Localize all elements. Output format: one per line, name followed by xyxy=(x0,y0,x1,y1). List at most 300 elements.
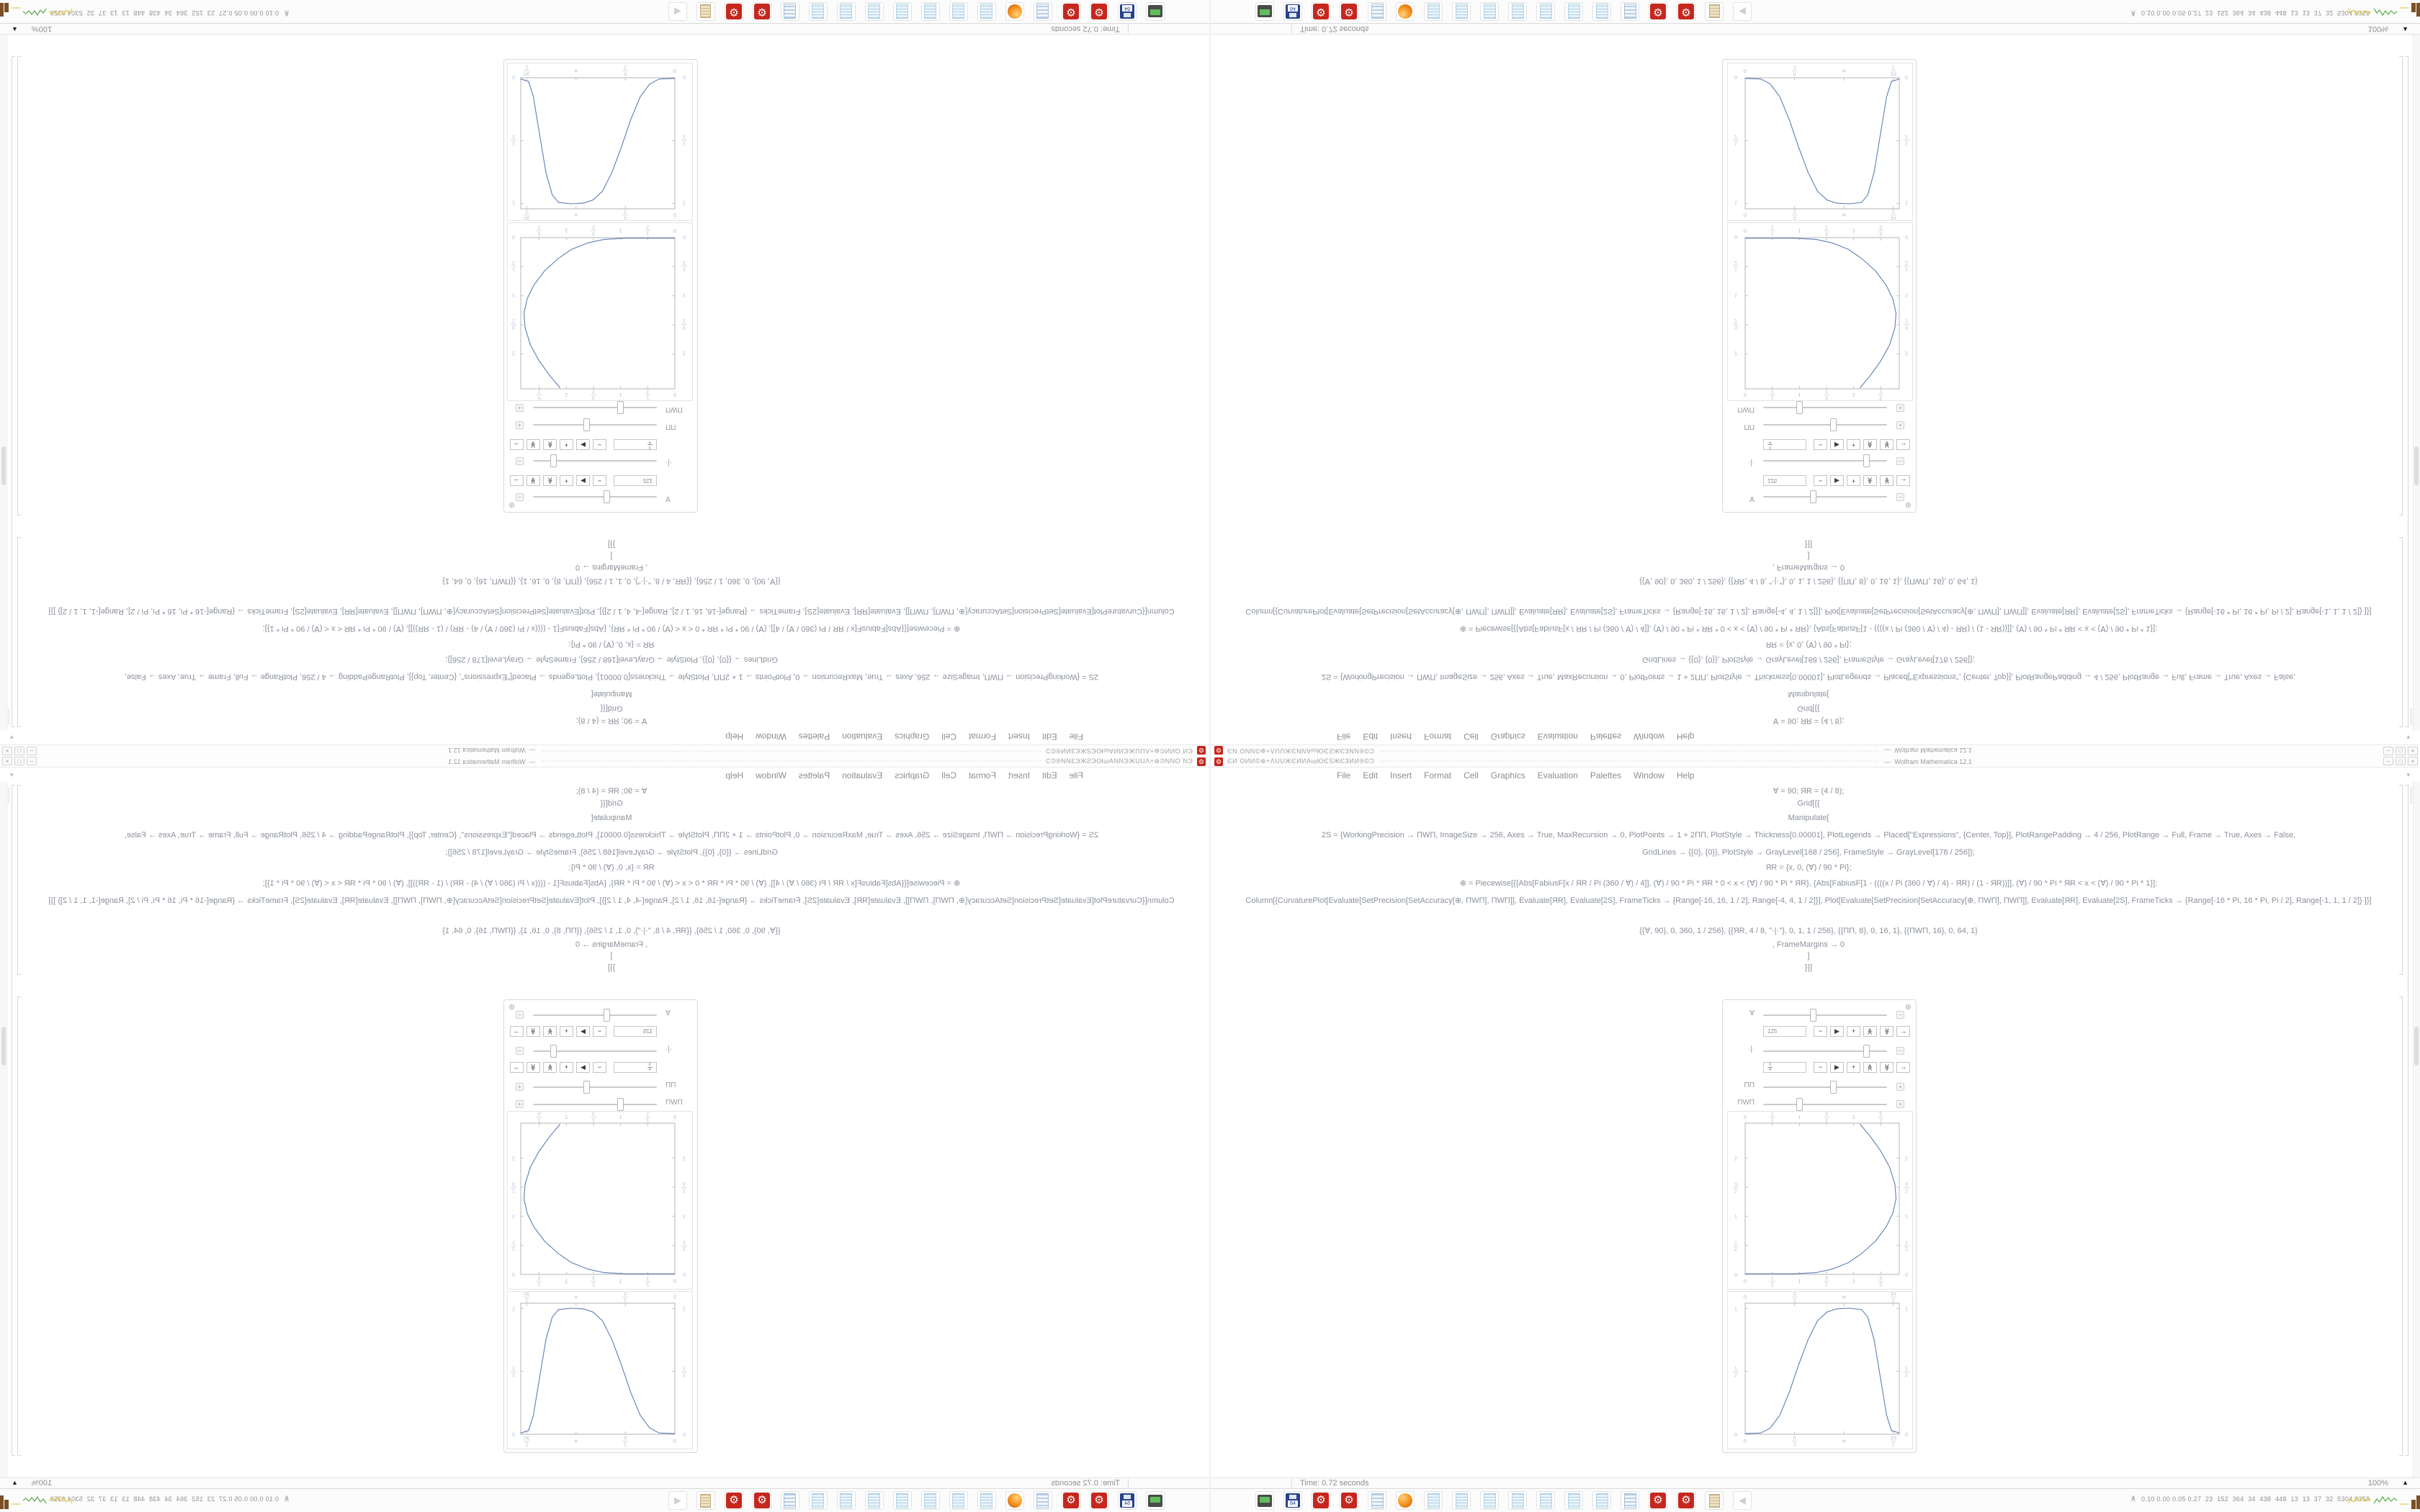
doc-icon[interactable] xyxy=(1592,2,1611,21)
monitor-icon[interactable] xyxy=(1255,1491,1274,1510)
gear-icon[interactable]: ⚙ xyxy=(1312,1491,1330,1510)
gear-icon[interactable]: ⚙ xyxy=(1090,1491,1108,1510)
code-line-2[interactable]: Grid[{{ xyxy=(600,799,623,808)
code-line-9[interactable]: {{Ɐ, 90}, 0, 360, 1 / 256}, {{ЯR, 4 / 8, "·|·"}, 0, 1, 1 / 256}, {{ΠΠ, 8}, 0, 16, 1}, {{ΠWΠ, 16}, 0, 64, 1} xyxy=(442,577,781,585)
expand-controls-button[interactable]: + xyxy=(516,1100,524,1108)
expand-controls-button[interactable]: + xyxy=(516,421,524,429)
menu-item-palettes[interactable]: Palettes xyxy=(798,732,830,742)
stepper-button[interactable]: ≫ xyxy=(526,1026,540,1037)
doc-icon[interactable] xyxy=(1564,1491,1583,1510)
gear-icon[interactable]: ⚙ xyxy=(753,1491,771,1510)
code-line-7[interactable]: ⊕ = Piecewise[{{Abs[FabiusF[x / ЯR / Pi (360 / Ɐ) / 4]], (Ɐ) / 90 * Pi * ЯR * 0 < x < (Ɐ) / 90 * Pi * ЯR}, {Abs[FabiusF[1 - ((((x / Pi (360 / Ɐ) / 4) - ЯR) / (1 - ЯR))]], (Ɐ) / 90 * Pi * ЯR < x < (Ɐ) / 90 * Pi * 1}]; xyxy=(262,624,961,633)
gear-icon[interactable]: ⚙ xyxy=(725,2,743,21)
cell-bracket-group[interactable] xyxy=(12,785,15,1456)
sysmon-expander-icon[interactable]: ≪ xyxy=(282,9,290,17)
code-line-10[interactable]: , FrameMargins → 0 xyxy=(1772,563,1845,572)
code-line-11[interactable]: ] xyxy=(610,952,613,960)
close-button[interactable]: × xyxy=(2408,757,2418,765)
gear-icon[interactable]: ⚙ xyxy=(725,1491,743,1510)
code-line-10[interactable]: , FrameMargins → 0 xyxy=(575,563,648,572)
slider-value-field[interactable]: 125 xyxy=(1763,1026,1806,1037)
magnification-label[interactable]: 100% xyxy=(32,1479,53,1488)
calculator-icon[interactable] xyxy=(1034,2,1052,21)
code-line-5[interactable]: GridLines → {{0}, {0}}, PlotStyle → GrayLevel[168 / 256], FrameStyle → GrayLevel[178 / 256]}; xyxy=(1642,848,1975,857)
slider-thumb[interactable] xyxy=(550,454,557,467)
stepper-button[interactable]: ≫ xyxy=(526,439,540,450)
menu-item-evaluation[interactable]: Evaluation xyxy=(1537,770,1578,780)
floppy-icon[interactable]: 64 xyxy=(1118,1491,1137,1510)
sysmon-expander-icon[interactable]: ≪ xyxy=(2130,9,2138,17)
stepper-button[interactable]: − xyxy=(1814,439,1827,450)
manipulate-menu-icon[interactable]: ⊕ xyxy=(1904,500,1912,509)
send-icon[interactable]: ◀ xyxy=(1733,2,1752,21)
minimize-button[interactable]: – xyxy=(2383,757,2393,765)
chevron-down-icon[interactable]: ▾ xyxy=(10,734,14,741)
doc-icon[interactable] xyxy=(1508,2,1527,21)
scrollbar-thumb[interactable] xyxy=(1,446,6,485)
menu-item-graphics[interactable]: Graphics xyxy=(895,770,930,780)
magnification-label[interactable]: 100% xyxy=(2367,24,2388,33)
menu-item-palettes[interactable]: Palettes xyxy=(798,770,830,780)
code-line-3[interactable]: Manipulate[ xyxy=(591,690,632,698)
code-line-1[interactable]: Ɐ = 90; ЯR = (4 / 8); xyxy=(575,716,647,725)
magnification-arrow-icon[interactable]: ▲ xyxy=(12,1479,18,1486)
menu-item-format[interactable]: Format xyxy=(968,770,996,780)
gear-icon[interactable]: ⚙ xyxy=(1090,2,1108,21)
maximize-button[interactable]: □ xyxy=(2396,757,2406,765)
menu-item-edit[interactable]: Edit xyxy=(1041,770,1057,780)
expand-controls-button[interactable]: + xyxy=(516,1083,524,1091)
expand-controls-button[interactable]: + xyxy=(1896,1100,1904,1108)
code-line-5[interactable]: GridLines → {{0}, {0}}, PlotStyle → GrayLevel[168 / 256], FrameStyle → GrayLevel[178 / 256]}; xyxy=(445,848,778,857)
slider-track[interactable] xyxy=(533,496,657,498)
magnification-arrow-icon[interactable]: ▲ xyxy=(2402,26,2408,33)
stepper-button[interactable]: ≫ xyxy=(526,475,540,486)
slider-track[interactable] xyxy=(1763,1014,1887,1016)
chevron-down-icon[interactable]: ▾ xyxy=(2406,771,2410,778)
code-line-6[interactable]: ЯR = {x, 0, (Ɐ) / 90 * Pi}; xyxy=(568,863,655,872)
menu-item-palettes[interactable]: Palettes xyxy=(1590,770,1622,780)
doc-icon[interactable] xyxy=(1424,1491,1443,1510)
magnification-label[interactable]: 100% xyxy=(32,24,53,33)
stepper-button[interactable]: ≫ xyxy=(1880,1026,1894,1037)
slider-track[interactable] xyxy=(1763,424,1887,426)
menu-item-insert[interactable]: Insert xyxy=(1008,770,1030,780)
slider-thumb[interactable] xyxy=(1830,1081,1837,1094)
menu-item-edit[interactable]: Edit xyxy=(1363,732,1379,742)
menu-item-graphics[interactable]: Graphics xyxy=(895,732,930,742)
menu-item-format[interactable]: Format xyxy=(1424,770,1452,780)
slider-thumb[interactable] xyxy=(584,418,591,431)
monitor-icon[interactable] xyxy=(1146,2,1165,21)
doc-icon[interactable] xyxy=(837,2,856,21)
doc-icon[interactable] xyxy=(809,1491,828,1510)
window-title-bar[interactable] xyxy=(0,744,1209,756)
window-title-bar[interactable] xyxy=(1211,744,2420,756)
collapse-controls-button[interactable]: − xyxy=(1896,493,1904,501)
menu-item-window[interactable]: Window xyxy=(756,770,786,780)
cell-bracket-group[interactable] xyxy=(12,56,15,727)
menu-item-cell[interactable]: Cell xyxy=(941,732,956,742)
code-line-4[interactable]: 2S = {WorkingPrecision → ΠWΠ, ImageSize → 256, Axes → True, MaxRecursion → 0, PlotPoints → 1 + 2ΠΠ, PlotStyle → Thickness[0.00001], PlotLegends → Placed["Expressions", {Center, Top}], PlotRangePadding → 4 / 256, PlotRange → Full, Frame → True, Axes → False, xyxy=(1321,672,2296,681)
stepper-button[interactable]: → xyxy=(1896,1062,1910,1073)
slider-track[interactable] xyxy=(1763,407,1887,408)
menu-item-file[interactable]: File xyxy=(1069,732,1083,742)
gear-icon[interactable]: ⚙ xyxy=(1340,1491,1358,1510)
code-line-11[interactable]: ] xyxy=(610,552,613,560)
send-icon[interactable]: ◀ xyxy=(1733,1491,1752,1510)
collapse-controls-button[interactable]: − xyxy=(1896,1047,1904,1055)
vertical-scrollbar[interactable] xyxy=(0,35,7,730)
doc-icon[interactable] xyxy=(949,1491,968,1510)
manipulate-menu-icon[interactable]: ⊕ xyxy=(508,500,516,509)
floppy-icon[interactable]: 64 xyxy=(1283,2,1302,21)
menu-item-insert[interactable]: Insert xyxy=(1008,732,1030,742)
stepper-button[interactable]: ▶ xyxy=(576,475,590,486)
slider-thumb[interactable] xyxy=(617,401,624,414)
gear-icon[interactable]: ⚙ xyxy=(1062,1491,1080,1510)
stepper-button[interactable]: → xyxy=(510,439,524,450)
close-button[interactable]: × xyxy=(2,757,12,765)
menu-item-graphics[interactable]: Graphics xyxy=(1490,732,1525,742)
stepper-button[interactable]: + xyxy=(1847,1026,1860,1037)
menu-item-insert[interactable]: Insert xyxy=(1390,770,1412,780)
code-line-6[interactable]: ЯR = {x, 0, (Ɐ) / 90 * Pi}; xyxy=(1765,863,1852,872)
stepper-button[interactable]: + xyxy=(560,475,573,486)
stepper-button[interactable]: − xyxy=(593,475,606,486)
slider-thumb[interactable] xyxy=(604,1009,610,1022)
code-line-7[interactable]: ⊕ = Piecewise[{{Abs[FabiusF[x / ЯR / Pi (360 / Ɐ) / 4]], (Ɐ) / 90 * Pi * ЯR * 0 < x < (Ɐ) / 90 * Pi * ЯR}, {Abs[FabiusF[1 - ((((x / Pi (360 / Ɐ) / 4) - ЯR) / (1 - ЯR))]], (Ɐ) / 90 * Pi * ЯR < x < (Ɐ) / 90 * Pi * 1}]; xyxy=(1459,879,2158,888)
stepper-button[interactable]: → xyxy=(1896,475,1910,486)
expand-controls-button[interactable]: + xyxy=(516,404,524,412)
gear-icon[interactable]: ⚙ xyxy=(1649,1491,1667,1510)
stepper-button[interactable]: ▶ xyxy=(576,1026,590,1037)
code-line-2[interactable]: Grid[{{ xyxy=(600,704,623,713)
menu-item-window[interactable]: Window xyxy=(756,732,786,742)
stepper-button[interactable]: ≫ xyxy=(1863,1026,1877,1037)
slider-track[interactable] xyxy=(1763,1104,1887,1105)
slider-track[interactable] xyxy=(533,1104,657,1105)
maximize-button[interactable]: □ xyxy=(2396,747,2406,755)
code-line-10[interactable]: , FrameMargins → 0 xyxy=(575,940,648,949)
minimize-button[interactable]: – xyxy=(27,757,37,765)
code-line-9[interactable]: {{Ɐ, 90}, 0, 360, 1 / 256}, {{ЯR, 4 / 8, "·|·"}, 0, 1, 1 / 256}, {{ΠΠ, 8}, 0, 16, 1}, {{ΠWΠ, 16}, 0, 64, 1} xyxy=(1639,577,1978,585)
floppy-icon[interactable]: 64 xyxy=(1118,2,1137,21)
slider-thumb[interactable] xyxy=(617,1098,624,1111)
stepper-button[interactable]: → xyxy=(510,1026,524,1037)
code-line-12[interactable]: }}] xyxy=(1804,540,1813,549)
window-title-bar[interactable] xyxy=(1211,756,2420,768)
gear-icon[interactable]: ⚙ xyxy=(1677,1491,1695,1510)
scrollbar-thumb[interactable] xyxy=(2414,446,2419,485)
stepper-button[interactable]: − xyxy=(593,1026,606,1037)
calculator-icon[interactable] xyxy=(1621,1491,1639,1510)
slider-thumb[interactable] xyxy=(1830,418,1837,431)
doc-icon[interactable] xyxy=(1424,2,1443,21)
code-line-10[interactable]: , FrameMargins → 0 xyxy=(1772,940,1845,949)
cell-bracket-input[interactable] xyxy=(17,537,21,727)
stepper-button[interactable]: ≫ xyxy=(1880,439,1894,450)
code-line-12[interactable]: }}] xyxy=(607,963,616,972)
stepper-button[interactable]: ▶ xyxy=(576,1062,590,1073)
gear-icon[interactable]: ⚙ xyxy=(1677,2,1695,21)
monitor-icon[interactable] xyxy=(1255,2,1274,21)
menu-item-edit[interactable]: Edit xyxy=(1363,770,1379,780)
collapse-controls-button[interactable]: − xyxy=(1896,1011,1904,1019)
code-line-11[interactable]: ] xyxy=(1807,952,1810,960)
stepper-button[interactable]: + xyxy=(1847,439,1860,450)
gear-icon[interactable]: ⚙ xyxy=(1062,2,1080,21)
doc-icon[interactable] xyxy=(977,2,996,21)
slider-thumb[interactable] xyxy=(604,490,610,503)
stepper-button[interactable]: → xyxy=(1896,439,1910,450)
code-line-4[interactable]: 2S = {WorkingPrecision → ΠWΠ, ImageSize → 256, Axes → True, MaxRecursion → 0, PlotPoints → 1 + 2ΠΠ, PlotStyle → Thickness[0.00001], PlotLegends → Placed["Expressions", {Center, Top}], PlotRangePadding → 4 / 256, PlotRange → Full, Frame → True, Axes → False, xyxy=(124,672,1099,681)
calculator-icon[interactable] xyxy=(1368,1491,1386,1510)
gear-icon[interactable]: ⚙ xyxy=(753,2,771,21)
maximize-button[interactable]: □ xyxy=(14,757,24,765)
menu-item-evaluation[interactable]: Evaluation xyxy=(1537,732,1578,742)
stepper-button[interactable]: ≫ xyxy=(1880,1062,1894,1073)
stepper-button[interactable]: → xyxy=(510,475,524,486)
stepper-button[interactable]: + xyxy=(560,1026,573,1037)
code-line-3[interactable]: Manipulate[ xyxy=(591,814,632,822)
gear-icon[interactable]: ⚙ xyxy=(1649,2,1667,21)
magnification-arrow-icon[interactable]: ▲ xyxy=(2402,1479,2408,1486)
gear-icon[interactable]: ⚙ xyxy=(1312,2,1330,21)
scrollbar-thumb[interactable] xyxy=(2414,1027,2419,1066)
doc-icon[interactable] xyxy=(1480,2,1499,21)
code-line-7[interactable]: ⊕ = Piecewise[{{Abs[FabiusF[x / ЯR / Pi (360 / Ɐ) / 4]], (Ɐ) / 90 * Pi * ЯR * 0 < x < (Ɐ) / 90 * Pi * ЯR}, {Abs[FabiusF[1 - ((((x / Pi (360 / Ɐ) / 4) - ЯR) / (1 - ЯR))]], (Ɐ) / 90 * Pi * ЯR < x < (Ɐ) / 90 * Pi * 1}]; xyxy=(262,879,961,888)
slider-track[interactable] xyxy=(1763,1086,1887,1088)
stepper-button[interactable]: → xyxy=(1896,1026,1910,1037)
calculator-icon[interactable] xyxy=(1368,2,1386,21)
code-line-4[interactable]: 2S = {WorkingPrecision → ΠWΠ, ImageSize → 256, Axes → True, MaxRecursion → 0, PlotPoints → 1 + 2ΠΠ, PlotStyle → Thickness[0.00001], PlotLegends → Placed["Expressions", {Center, Top}], PlotRangePadding → 4 / 256, PlotRange → Full, Frame → True, Axes → False, xyxy=(1321,831,2296,840)
stepper-button[interactable]: − xyxy=(1814,475,1827,486)
stepper-button[interactable]: + xyxy=(560,439,573,450)
monitor-icon[interactable] xyxy=(1146,1491,1165,1510)
stepper-button[interactable]: ≫ xyxy=(1880,475,1894,486)
code-line-11[interactable]: ] xyxy=(1807,552,1810,560)
calculator-icon[interactable] xyxy=(1034,1491,1052,1510)
doc-icon[interactable] xyxy=(949,2,968,21)
stepper-button[interactable]: − xyxy=(593,439,606,450)
cell-bracket-output[interactable] xyxy=(17,996,21,1456)
menu-item-cell[interactable]: Cell xyxy=(941,770,956,780)
doc-icon[interactable] xyxy=(893,2,912,21)
stepper-button[interactable]: − xyxy=(1814,1062,1827,1073)
vertical-scrollbar[interactable] xyxy=(2413,782,2420,1477)
code-line-8[interactable]: Column[{CurvaturePlot[Evaluate[SetPrecision[SetAccuracy[⊕, ΠWΠ], ΠWΠ]], Evaluate[ЯR], Evaluate[2S], FrameTicks → {Range[-16, 16, 1 / 2], Range[-4, 4, 1 / 2]}], Plot[Evaluate[SetPrecision[SetAccuracy[⊕, ΠWΠ], ΠWΠ]], Evaluate[ЯR], Evaluate[2S], FrameTicks → {Range[-16 * Pi, 16 * Pi, Pi / 2], Range[-1, 1, 1 / 2]} ]}] xyxy=(1245,896,2372,905)
doc-icon[interactable] xyxy=(865,1491,884,1510)
menu-item-help[interactable]: Help xyxy=(725,770,744,780)
vertical-scrollbar[interactable] xyxy=(2413,35,2420,730)
cell-bracket-group[interactable] xyxy=(2405,56,2408,727)
code-line-5[interactable]: GridLines → {{0}, {0}}, PlotStyle → GrayLevel[168 / 256], FrameStyle → GrayLevel[178 / 256]}; xyxy=(445,655,778,664)
chevron-down-icon[interactable]: ▾ xyxy=(2406,734,2410,741)
stepper-button[interactable]: + xyxy=(1847,1062,1860,1073)
menu-item-insert[interactable]: Insert xyxy=(1390,732,1412,742)
code-line-2[interactable]: Grid[{{ xyxy=(1797,704,1820,713)
cell-bracket-output[interactable] xyxy=(2399,996,2403,1456)
magnification-label[interactable]: 100% xyxy=(2367,1479,2388,1488)
collapse-controls-button[interactable]: − xyxy=(516,457,524,465)
slider-track[interactable] xyxy=(533,407,657,408)
doc-icon[interactable] xyxy=(865,2,884,21)
code-line-1[interactable]: Ɐ = 90; ЯR = (4 / 8); xyxy=(575,787,647,796)
chevron-down-icon[interactable]: ▾ xyxy=(10,771,14,778)
menu-item-evaluation[interactable]: Evaluation xyxy=(842,732,883,742)
slider-value-field[interactable]: 3 4 xyxy=(614,439,657,450)
code-line-12[interactable]: }}] xyxy=(607,540,616,549)
doc-icon[interactable] xyxy=(1536,2,1555,21)
firefox-icon[interactable] xyxy=(1396,2,1415,21)
menu-item-window[interactable]: Window xyxy=(1634,732,1664,742)
sysmon-expander-icon[interactable]: ≪ xyxy=(2130,1495,2138,1503)
calculator-icon[interactable] xyxy=(781,2,799,21)
stepper-button[interactable]: ≫ xyxy=(543,475,557,486)
code-line-4[interactable]: 2S = {WorkingPrecision → ΠWΠ, ImageSize → 256, Axes → True, MaxRecursion → 0, PlotPoints → 1 + 2ΠΠ, PlotStyle → Thickness[0.00001], PlotLegends → Placed["Expressions", {Center, Top}], PlotRangePadding → 4 / 256, PlotRange → Full, Frame → True, Axes → False, xyxy=(124,831,1099,840)
code-line-6[interactable]: ЯR = {x, 0, (Ɐ) / 90 * Pi}; xyxy=(1765,640,1852,649)
slider-thumb[interactable] xyxy=(1863,1045,1870,1058)
slider-thumb[interactable] xyxy=(1796,1098,1803,1111)
menu-item-format[interactable]: Format xyxy=(968,732,996,742)
scroll-icon[interactable] xyxy=(696,1491,715,1510)
slider-track[interactable] xyxy=(533,424,657,426)
code-line-8[interactable]: Column[{CurvaturePlot[Evaluate[SetPrecision[SetAccuracy[⊕, ΠWΠ], ΠWΠ]], Evaluate[ЯR], Evaluate[2S], FrameTicks → {Range[-16, 16, 1 / 2], Range[-4, 4, 1 / 2]}], Plot[Evaluate[SetPrecision[SetAccuracy[⊕, ΠWΠ], ΠWΠ]], Evaluate[ЯR], Evaluate[2S], FrameTicks → {Range[-16 * Pi, 16 * Pi, Pi / 2], Range[-1, 1, 1 / 2]} ]}] xyxy=(1245,607,2372,616)
doc-icon[interactable] xyxy=(1452,1491,1471,1510)
slider-value-field[interactable]: 125 xyxy=(1763,475,1806,486)
code-line-6[interactable]: ЯR = {x, 0, (Ɐ) / 90 * Pi}; xyxy=(568,640,655,649)
doc-icon[interactable] xyxy=(1452,2,1471,21)
firefox-icon[interactable] xyxy=(1005,2,1024,21)
doc-icon[interactable] xyxy=(1480,1491,1499,1510)
stepper-button[interactable]: ≫ xyxy=(1863,475,1877,486)
minimize-button[interactable]: – xyxy=(27,747,37,755)
stepper-button[interactable]: − xyxy=(593,1062,606,1073)
code-line-12[interactable]: }}] xyxy=(1804,963,1813,972)
code-line-3[interactable]: Manipulate[ xyxy=(1788,690,1829,698)
scroll-icon[interactable] xyxy=(1705,1491,1724,1510)
cell-bracket-output[interactable] xyxy=(2399,56,2403,516)
gear-icon[interactable]: ⚙ xyxy=(1340,2,1358,21)
doc-icon[interactable] xyxy=(1536,1491,1555,1510)
doc-icon[interactable] xyxy=(809,2,828,21)
cell-bracket-group[interactable] xyxy=(2405,785,2408,1456)
close-button[interactable]: × xyxy=(2,747,12,755)
stepper-button[interactable]: ≫ xyxy=(526,1062,540,1073)
menu-item-help[interactable]: Help xyxy=(1676,732,1695,742)
slider-track[interactable] xyxy=(533,1086,657,1088)
manipulate-menu-icon[interactable]: ⊕ xyxy=(508,1003,516,1012)
code-line-1[interactable]: Ɐ = 90; ЯR = (4 / 8); xyxy=(1773,787,1845,796)
close-button[interactable]: × xyxy=(2408,747,2418,755)
slider-thumb[interactable] xyxy=(1810,490,1816,503)
stepper-button[interactable]: ≫ xyxy=(1863,1062,1877,1073)
slider-track[interactable] xyxy=(1763,496,1887,498)
send-icon[interactable]: ◀ xyxy=(668,1491,687,1510)
slider-thumb[interactable] xyxy=(1796,401,1803,414)
stepper-button[interactable]: ≫ xyxy=(1863,439,1877,450)
menu-item-evaluation[interactable]: Evaluation xyxy=(842,770,883,780)
calculator-icon[interactable] xyxy=(781,1491,799,1510)
menu-item-help[interactable]: Help xyxy=(1676,770,1695,780)
code-line-8[interactable]: Column[{CurvaturePlot[Evaluate[SetPrecision[SetAccuracy[⊕, ΠWΠ], ΠWΠ]], Evaluate[ЯR], Evaluate[2S], FrameTicks → {Range[-16, 16, 1 / 2], Range[-4, 4, 1 / 2]}], Plot[Evaluate[SetPrecision[SetAccuracy[⊕, ΠWΠ], ΠWΠ]], Evaluate[ЯR], Evaluate[2S], FrameTicks → {Range[-16 * Pi, 16 * Pi, Pi / 2], Range[-1, 1, 1 / 2]} ]}] xyxy=(48,896,1175,905)
scrollbar-thumb[interactable] xyxy=(1,1027,6,1066)
code-line-1[interactable]: Ɐ = 90; ЯR = (4 / 8); xyxy=(1773,716,1845,725)
collapse-controls-button[interactable]: − xyxy=(516,1011,524,1019)
menu-item-format[interactable]: Format xyxy=(1424,732,1452,742)
doc-icon[interactable] xyxy=(921,1491,940,1510)
slider-value-field[interactable]: 3 4 xyxy=(1763,439,1806,450)
code-line-9[interactable]: {{Ɐ, 90}, 0, 360, 1 / 256}, {{ЯR, 4 / 8, "·|·"}, 0, 1, 1 / 256}, {{ΠΠ, 8}, 0, 16, 1}, {{ΠWΠ, 16}, 0, 64, 1} xyxy=(1639,927,1978,935)
menu-item-file[interactable]: File xyxy=(1069,770,1083,780)
code-line-5[interactable]: GridLines → {{0}, {0}}, PlotStyle → GrayLevel[168 / 256], FrameStyle → GrayLevel[178 / 256]}; xyxy=(1642,655,1975,664)
code-line-3[interactable]: Manipulate[ xyxy=(1788,814,1829,822)
slider-value-field[interactable]: 125 xyxy=(614,475,657,486)
doc-icon[interactable] xyxy=(837,1491,856,1510)
stepper-button[interactable]: ≫ xyxy=(543,1026,557,1037)
vertical-scrollbar[interactable] xyxy=(0,782,7,1477)
stepper-button[interactable]: ≫ xyxy=(543,439,557,450)
stepper-button[interactable]: ▶ xyxy=(1830,475,1844,486)
stepper-button[interactable]: − xyxy=(1814,1026,1827,1037)
menu-item-window[interactable]: Window xyxy=(1634,770,1664,780)
stepper-button[interactable]: + xyxy=(1847,475,1860,486)
doc-icon[interactable] xyxy=(977,1491,996,1510)
menu-item-edit[interactable]: Edit xyxy=(1041,732,1057,742)
collapse-controls-button[interactable]: − xyxy=(516,493,524,501)
slider-thumb[interactable] xyxy=(584,1081,591,1094)
collapse-controls-button[interactable]: − xyxy=(1896,457,1904,465)
slider-value-field[interactable]: 125 xyxy=(614,1026,657,1037)
code-line-8[interactable]: Column[{CurvaturePlot[Evaluate[SetPrecision[SetAccuracy[⊕, ΠWΠ], ΠWΠ]], Evaluate[ЯR], Evaluate[2S], FrameTicks → {Range[-16, 16, 1 / 2], Range[-4, 4, 1 / 2]}], Plot[Evaluate[SetPrecision[SetAccuracy[⊕, ΠWΠ], ΠWΠ]], Evaluate[ЯR], Evaluate[2S], FrameTicks → {Range[-16 * Pi, 16 * Pi, Pi / 2], Range[-1, 1, 1 / 2]} ]}] xyxy=(48,607,1175,616)
window-title-bar[interactable] xyxy=(0,756,1209,768)
cell-bracket-output[interactable] xyxy=(17,56,21,516)
cell-bracket-input[interactable] xyxy=(2399,537,2403,727)
doc-icon[interactable] xyxy=(1564,2,1583,21)
slider-thumb[interactable] xyxy=(1863,454,1870,467)
menu-item-cell[interactable]: Cell xyxy=(1464,770,1479,780)
manipulate-menu-icon[interactable]: ⊕ xyxy=(1904,1003,1912,1012)
menu-item-cell[interactable]: Cell xyxy=(1464,732,1479,742)
code-line-9[interactable]: {{Ɐ, 90}, 0, 360, 1 / 256}, {{ЯR, 4 / 8, "·|·"}, 0, 1, 1 / 256}, {{ΠΠ, 8}, 0, 16, 1}, {{ΠWΠ, 16}, 0, 64, 1} xyxy=(442,927,781,935)
slider-value-field[interactable]: $\frac{3}{4}$ xyxy=(614,1062,657,1073)
slider-thumb[interactable] xyxy=(1810,1009,1816,1022)
expand-controls-button[interactable]: + xyxy=(1896,404,1904,412)
stepper-button[interactable]: ▶ xyxy=(1830,439,1844,450)
slider-value-field[interactable]: $\frac{3}{4}$ xyxy=(1763,1062,1806,1073)
send-icon[interactable]: ◀ xyxy=(668,2,687,21)
collapse-controls-button[interactable]: − xyxy=(516,1047,524,1055)
firefox-icon[interactable] xyxy=(1396,1491,1415,1510)
menu-item-palettes[interactable]: Palettes xyxy=(1590,732,1622,742)
magnification-arrow-icon[interactable]: ▲ xyxy=(12,26,18,33)
code-line-2[interactable]: Grid[{{ xyxy=(1797,799,1820,808)
menu-item-file[interactable]: File xyxy=(1337,732,1351,742)
doc-icon[interactable] xyxy=(1508,1491,1527,1510)
floppy-icon[interactable]: 64 xyxy=(1283,1491,1302,1510)
doc-icon[interactable] xyxy=(893,1491,912,1510)
sysmon-expander-icon[interactable]: ≪ xyxy=(282,1495,290,1503)
scroll-icon[interactable] xyxy=(1705,2,1724,21)
menu-item-help[interactable]: Help xyxy=(725,732,744,742)
cell-bracket-input[interactable] xyxy=(2399,785,2403,975)
calculator-icon[interactable] xyxy=(1621,2,1639,21)
code-line-7[interactable]: ⊕ = Piecewise[{{Abs[FabiusF[x / ЯR / Pi (360 / Ɐ) / 4]], (Ɐ) / 90 * Pi * ЯR * 0 < x < (Ɐ) / 90 * Pi * ЯR}, {Abs[FabiusF[1 - ((((x / Pi (360 / Ɐ) / 4) - ЯR) / (1 - ЯR))]], (Ɐ) / 90 * Pi * ЯR < x < (Ɐ) / 90 * Pi * 1}]; xyxy=(1459,624,2158,633)
stepper-button[interactable]: → xyxy=(510,1062,524,1073)
maximize-button[interactable]: □ xyxy=(14,747,24,755)
slider-thumb[interactable] xyxy=(550,1045,557,1058)
